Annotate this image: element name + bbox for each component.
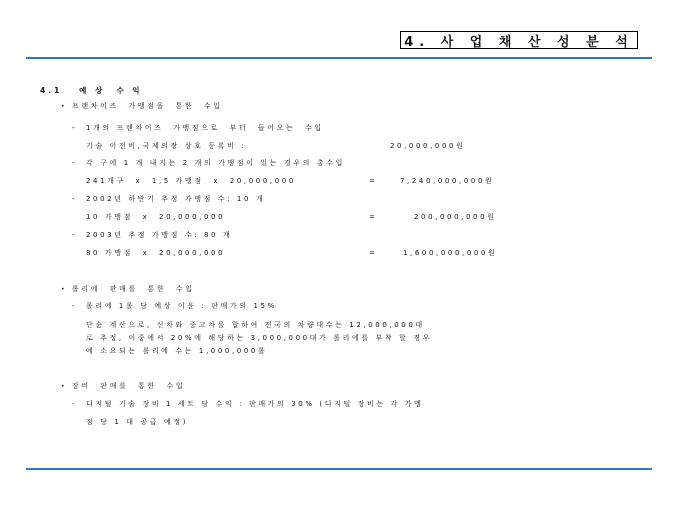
- section-heading: 4.1 예 상 수 익: [40, 86, 143, 95]
- rollier-paragraph-line-3: 에 소요되는 롤리에 수는 1,000,000롤: [86, 347, 268, 355]
- rollier-paragraph-line-2: 로 추정, 이중에서 20%에 해당하는 3,000,000대가 롤리에를 부착 할 경우: [86, 334, 432, 342]
- franchise-2002-calc: 10 가맹점 x 20,000,000: [86, 213, 226, 221]
- franchise-2002-value: 200,000,000원: [414, 213, 497, 221]
- franchise-2002-heading: 2002년 하반기 추정 가맹점 수: 10 개: [86, 195, 266, 203]
- rollier-margin: 롤리에 1롤 당 예상 이윤 : 판매가의 15%: [86, 302, 277, 310]
- franchise-single-income: 1개의 프랜차이즈 가맹점으로 부터 들어오는 수입: [86, 124, 324, 132]
- equals-sign: =: [369, 177, 378, 185]
- total-income-heading: 각 구에 1 개 내지는 2 개의 가맹점이 있는 경우의 총수입: [86, 159, 345, 167]
- bullet-equipment-heading: 장비 판매를 통한 수입: [72, 382, 186, 390]
- bottom-divider: [26, 468, 652, 470]
- equals-sign: =: [369, 213, 378, 221]
- top-divider: [26, 57, 652, 59]
- total-income-calc: 241개구 x 1,5 가맹점 x 20,000,000: [86, 177, 296, 185]
- dash-icon: -: [72, 231, 78, 239]
- franchise-fee-value: 20,000,000원: [390, 142, 466, 150]
- page-title: 4. 사 업 채 산 성 분 석: [400, 31, 638, 49]
- equals-sign: =: [369, 249, 378, 257]
- equipment-income-line-1: 디지털 기술 장비 1 세트 당 수익 : 판매가의 30% (디지털 장비는 각 가맹: [86, 400, 424, 408]
- dash-icon: -: [72, 302, 78, 310]
- franchise-2003-calc: 80 가맹점 x 20,000,000: [86, 249, 226, 257]
- equipment-income-line-2: 점 당 1 대 공급 예정): [86, 418, 189, 426]
- total-income-value: 7,240,000,000원: [400, 177, 495, 185]
- dash-icon: -: [72, 195, 78, 203]
- dash-icon: -: [72, 159, 78, 167]
- rollier-paragraph-line-1: 단순 계산으로, 신차와 중고차를 합하여 전국의 차량대수는 12,000,000대: [86, 321, 425, 329]
- franchise-2003-value: 1,600,000,000원: [403, 249, 498, 257]
- bullet-franchise-heading: 프랜차이즈 가맹점을 통한 수입: [72, 102, 223, 110]
- bullet-icon: •: [61, 286, 68, 293]
- bullet-rollier-heading: 롤리에 판매를 통한 수입: [72, 285, 195, 293]
- franchise-2003-heading: 2003년 추정 가맹점 수: 80 개: [86, 231, 233, 239]
- franchise-fee-label: 기술 이전비,국제의장 상호 등록비 :: [86, 142, 247, 150]
- bullet-icon: •: [61, 383, 68, 390]
- dash-icon: -: [72, 124, 78, 132]
- dash-icon: -: [72, 400, 78, 408]
- bullet-icon: •: [61, 103, 68, 110]
